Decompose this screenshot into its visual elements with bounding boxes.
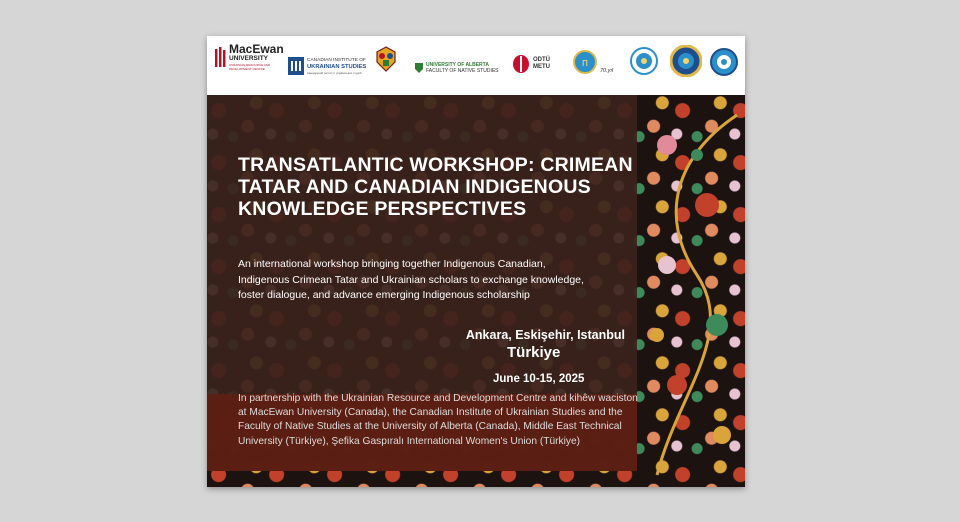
tamga-icon: [710, 48, 738, 76]
anniversary-label: [600, 68, 613, 74]
tamga-icon: [573, 50, 597, 74]
event-poster: [207, 36, 745, 487]
event-title: TRANSATLANTIC WORKSHOP: CRIMEAN TATAR AND CANADIAN INDIGENOUS KNOWLEDGE PERSPECTIVES: [238, 154, 633, 220]
cius-logo: [288, 57, 366, 75]
macewan-sub: UNIVERSITY: [229, 55, 269, 62]
svg-text:ᴨ: ᴨ: [581, 56, 589, 69]
cius-line3: Канадський інститут українських студій: [307, 70, 362, 75]
ualberta-line2: FACULTY OF NATIVE STUDIES: [426, 68, 499, 74]
anniv-text: 70.yıl: [600, 68, 614, 74]
ualberta-shield-icon: [415, 63, 423, 73]
macewan-tag: UKRAINIAN RESOURCE AND DEVELOPMENT CENTRE: [229, 63, 271, 71]
odtu-logo: [512, 54, 550, 74]
event-locations: Ankara, Eskişehir, Istanbul: [465, 328, 625, 342]
odtu-line1: ODTÜ: [533, 57, 550, 63]
event-date: June 10-15, 2025: [493, 373, 585, 385]
tamga-emblem-2: [630, 47, 658, 75]
kihew-waciston-logo: [375, 46, 397, 72]
macewan-name: MacEwan: [229, 42, 284, 56]
cius-line1: CANADIAN INSTITUTE OF: [307, 57, 366, 63]
odtu-mark-icon: [512, 54, 530, 74]
tamga-emblem-1: [573, 50, 597, 74]
ualberta-line1: UNIVERSITY OF ALBERTA: [426, 62, 489, 68]
partner-logo-bar: [207, 36, 745, 95]
tamga-icon: [670, 45, 702, 77]
crest-icon: [375, 46, 397, 72]
odtu-line2: METU: [533, 64, 550, 70]
partnership-text: In partnership with the Ukrainian Resource and Development Centre and kihêw waciston at MacEwan University (Canada), the Canadian Institute of Ukrainian Studies and the Faculty of Native Studies at the University of Alberta (Canada), Middle East Technical University (Türkiye), Şefika Gaspıralı International Women's Union (Türkiye): [238, 393, 638, 447]
cius-building-icon: [288, 57, 304, 75]
macewan-logo: [215, 43, 291, 71]
tamga-emblem-3: [670, 45, 702, 77]
floral-ornament: [637, 95, 745, 487]
tamga-icon: [630, 47, 658, 75]
event-description: An international workshop bringing together Indigenous Canadian, Indigenous Crimean Tatar and Ukrainian scholars to exchange knowledge, foster dialogue, and advance emerging Indigenous scholarship: [238, 258, 584, 301]
macewan-mark-icon: [215, 47, 227, 67]
tamga-emblem-4: [710, 48, 738, 76]
ualberta-logo: [415, 62, 499, 74]
event-country: Türkiye: [507, 344, 561, 361]
cius-line2: UKRAINIAN STUDIES: [307, 63, 367, 70]
